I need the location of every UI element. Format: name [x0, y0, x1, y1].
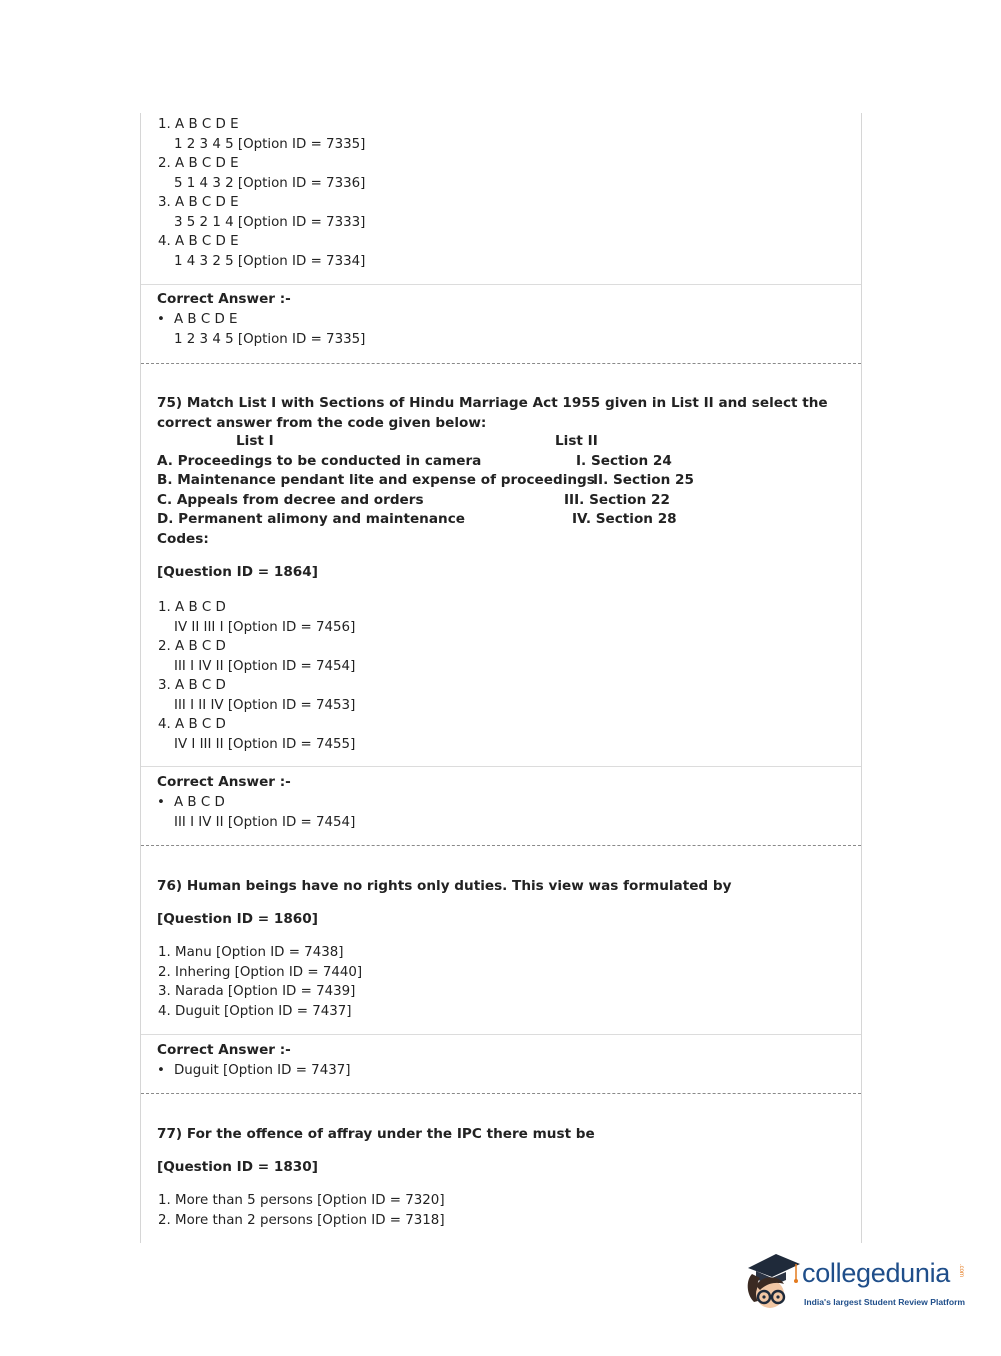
q77-block — [141, 1125, 861, 1175]
option-sub: IV II III I [Option ID = 7456] — [174, 619, 356, 635]
correct-answer-head: • Duguit [Option ID = 7437] — [157, 1063, 351, 1078]
q76-block — [141, 877, 861, 927]
list-row: C. Appeals from decree and orders III. Section 22 — [157, 491, 670, 508]
option-item: 2. A B C D — [158, 639, 226, 654]
answer-divider — [141, 284, 861, 285]
question-text: 76) Human beings have no rights only duties. This view was formulated by — [157, 878, 732, 894]
q77-options — [141, 1191, 878, 1230]
answer-divider — [141, 1034, 861, 1035]
correct-answer-label: Correct Answer :- — [157, 291, 291, 307]
list2-header: List II — [555, 433, 598, 449]
q74-correct-answer — [141, 291, 861, 350]
list1-header: List I — [236, 433, 274, 449]
question-text: 77) For the offence of affray under the IPC there must be — [157, 1126, 595, 1142]
option-item: 1. A B C D E — [158, 117, 239, 132]
option-item: 3. A B C D E — [158, 195, 239, 210]
question-id: [Question ID = 1864] — [157, 564, 318, 580]
option-sub: 3 5 2 1 4 [Option ID = 7333] — [174, 214, 366, 230]
answer-divider — [141, 766, 861, 767]
question-text: 75) Match List I with Sections of Hindu Marriage Act 1955 given in List II and select the correct answer from the code given below: — [157, 395, 828, 431]
option-sub: 1 2 3 4 5 [Option ID = 7335] — [174, 136, 366, 152]
option-item: 3. A B C D — [158, 678, 226, 693]
match-list-table — [141, 433, 861, 550]
option-sub: III I II IV [Option ID = 7453] — [174, 697, 356, 713]
q76-correct-answer — [141, 1042, 861, 1081]
option-item: 4. A B C D E — [158, 234, 239, 249]
option-item: 3. Narada [Option ID = 7439] — [158, 984, 356, 999]
q75-options — [141, 598, 878, 754]
question-divider — [141, 363, 861, 364]
question-divider — [141, 845, 861, 846]
option-sub: 1 4 3 2 5 [Option ID = 7334] — [174, 253, 366, 269]
question-divider — [141, 1093, 861, 1094]
option-item: 1. More than 5 persons [Option ID = 7320] — [158, 1193, 445, 1208]
option-item: 2. Inhering [Option ID = 7440] — [158, 964, 363, 980]
collegedunia-logo[interactable] — [742, 1250, 972, 1316]
student-mascot-icon — [742, 1250, 802, 1316]
codes-label: Codes: — [157, 530, 209, 547]
correct-answer-head: • A B C D E — [157, 312, 238, 327]
list-row: B. Maintenance pendant lite and expense of proceedings II. Section 25 — [157, 472, 694, 488]
question-paper-frame — [140, 113, 862, 1243]
q75-block — [141, 394, 861, 580]
logo-wordmark: collegedunia — [802, 1258, 951, 1288]
option-sub: III I IV II [Option ID = 7454] — [174, 658, 356, 674]
option-item: 4. A B C D — [158, 717, 226, 732]
list-row: A. Proceedings to be conducted in camera I. Section 24 — [157, 452, 672, 469]
option-item: 2. More than 2 persons [Option ID = 7318] — [158, 1212, 445, 1228]
correct-answer-head: • A B C D — [157, 795, 225, 810]
logo-domain: .com — [958, 1264, 964, 1278]
option-sub: IV I III II [Option ID = 7455] — [174, 736, 356, 752]
correct-answer-sub: 1 2 3 4 5 [Option ID = 7335] — [174, 332, 366, 347]
option-sub: 5 1 4 3 2 [Option ID = 7336] — [174, 175, 366, 191]
list-row: D. Permanent alimony and maintenance IV. Section 28 — [157, 511, 677, 527]
question-id: [Question ID = 1860] — [157, 910, 318, 927]
q75-correct-answer — [141, 774, 861, 833]
option-item: 1. A B C D — [158, 600, 226, 615]
option-item: 1. Manu [Option ID = 7438] — [158, 945, 344, 960]
correct-answer-label: Correct Answer :- — [157, 1042, 291, 1058]
q76-options — [141, 943, 878, 1021]
option-item: 4. Duguit [Option ID = 7437] — [158, 1003, 352, 1019]
q74-options — [141, 115, 878, 271]
list-headers — [157, 433, 861, 453]
option-item: 2. A B C D E — [158, 156, 239, 171]
correct-answer-sub: III I IV II [Option ID = 7454] — [174, 815, 356, 830]
logo-tagline: India's largest Student Review Platform — [804, 1297, 966, 1307]
question-id: [Question ID = 1830] — [157, 1158, 318, 1175]
correct-answer-label: Correct Answer :- — [157, 774, 291, 790]
